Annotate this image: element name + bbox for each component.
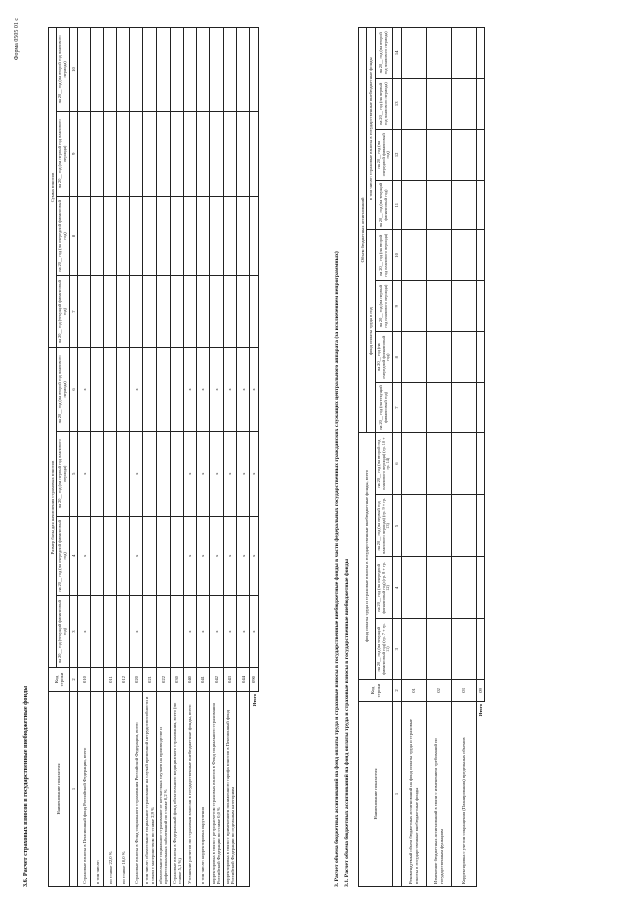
budget-total-code: 09 bbox=[476, 680, 484, 702]
row-cell: х bbox=[78, 516, 91, 596]
budget-row-cell bbox=[451, 78, 476, 129]
budget-group-left: фонд оплаты труда и страховые взносы в государственные внебюджетные фонды, всего bbox=[359, 432, 376, 679]
row-name: Страховые взносы в Федеральный фонд обязательного медицинского страхования, всего (по ставке 5,1 %) bbox=[170, 692, 184, 887]
budget-group-right: Объем бюджетных ассигнований bbox=[359, 28, 367, 433]
budget-column-number: 8 bbox=[393, 332, 401, 383]
row-cell bbox=[157, 596, 171, 668]
row-cell: х bbox=[130, 431, 143, 516]
row-name: Страховые взносы в Пенсионный фонд Российской Федерации, всего bbox=[78, 692, 91, 887]
row-cell bbox=[104, 28, 117, 112]
row-cell: х bbox=[184, 516, 197, 596]
budget-total-cell bbox=[476, 28, 484, 79]
total-cell: х bbox=[250, 431, 258, 516]
budget-total-cell bbox=[476, 78, 484, 129]
budget-row-cell bbox=[401, 495, 426, 557]
left-col-1: на 20__ год (на текущий финансовый год) (гр. 7 + гр. 11) bbox=[375, 619, 393, 680]
column-numbers-row bbox=[70, 28, 78, 887]
row-cell bbox=[184, 276, 197, 348]
total-cell bbox=[250, 28, 258, 112]
row-cell bbox=[184, 28, 197, 112]
base-period-1: на 20__ год (текущий финансовый год) bbox=[57, 596, 70, 668]
base-period-2: на 20__ год (на очередной финансовый год) bbox=[57, 516, 70, 596]
budget-column-number: 14 bbox=[393, 28, 401, 79]
budget-column-number: 4 bbox=[393, 557, 401, 619]
row-cell bbox=[223, 111, 237, 196]
col-header-base: Размер базы для начисления страховых взносов bbox=[49, 348, 57, 668]
row-cell bbox=[117, 516, 130, 596]
budget-column-number: 5 bbox=[393, 495, 401, 557]
row-name: в том числе: корректировка округления bbox=[197, 692, 210, 887]
budget-row-cell bbox=[401, 557, 426, 619]
budget-row-cell bbox=[426, 28, 451, 79]
table-row bbox=[117, 28, 130, 887]
row-cell: х bbox=[197, 431, 210, 516]
row-cell bbox=[104, 111, 117, 196]
budget-row-cell bbox=[451, 129, 476, 180]
row-cell bbox=[117, 276, 130, 348]
row-cell: х bbox=[78, 431, 91, 516]
row-cell bbox=[104, 196, 117, 276]
column-number: 7 bbox=[70, 276, 78, 348]
budget-group-ins: в том числе: страховые взносы в государственные внебюджетные фонды bbox=[367, 28, 375, 231]
base-period-4: на 20__ год (на второй год планового периода) bbox=[57, 348, 70, 432]
row-cell bbox=[78, 111, 91, 196]
budget-total-row bbox=[476, 28, 484, 887]
fot-col-4: на 20__ год (на второй год планового периода) bbox=[375, 230, 393, 281]
budget-row-cell bbox=[426, 78, 451, 129]
row-cell bbox=[210, 276, 224, 348]
column-number: 4 bbox=[70, 516, 78, 596]
table-row bbox=[130, 28, 143, 887]
row-name bbox=[237, 692, 250, 887]
row-name: обязательное социальное страхование от несчастных случаев на производстве и профессиональных заболеваний по ставке 0,2 % bbox=[157, 692, 171, 887]
budget-row-cell bbox=[426, 383, 451, 433]
sum-period-1: на 20__ год (текущий финансовый год) bbox=[57, 276, 70, 348]
row-cell bbox=[143, 28, 157, 112]
budget-row-cell bbox=[451, 180, 476, 230]
row-cell bbox=[78, 276, 91, 348]
budget-row-name: Корректировка с учетом сокращения (Планирования) предельных объемов bbox=[451, 702, 476, 887]
table-row bbox=[210, 28, 224, 887]
row-cell bbox=[210, 196, 224, 276]
row-cell bbox=[157, 276, 171, 348]
budget-row-cell bbox=[401, 332, 426, 383]
budget-row-cell bbox=[401, 180, 426, 230]
budget-row-cell bbox=[451, 495, 476, 557]
row-cell bbox=[117, 596, 130, 668]
row-cell bbox=[157, 111, 171, 196]
row-cell bbox=[197, 196, 210, 276]
sum-period-4: на 20__ год (на второй год планового периода) bbox=[57, 28, 70, 112]
col-header-name: Наименование показателя bbox=[49, 692, 70, 887]
row-cell bbox=[130, 276, 143, 348]
budget-total-cell bbox=[476, 557, 484, 619]
column-number: 6 bbox=[70, 348, 78, 432]
row-cell bbox=[91, 276, 104, 348]
budget-total-cell bbox=[476, 332, 484, 383]
budget-column-numbers-row bbox=[393, 28, 401, 887]
budget-row-cell bbox=[451, 619, 476, 680]
row-cell bbox=[130, 111, 143, 196]
row-cell bbox=[117, 431, 130, 516]
row-name: Уточнение расчетов по страховым взносам в государственные внебюджетные фонды, всего bbox=[184, 692, 197, 887]
form-id: Форма 0505 01 с bbox=[14, 18, 20, 61]
budget-row-cell bbox=[401, 619, 426, 680]
ins-col-1: на 20__ год (на текущий финансовый год) bbox=[375, 180, 393, 230]
row-cell bbox=[223, 276, 237, 348]
row-cell bbox=[223, 196, 237, 276]
budget-total-cell bbox=[476, 432, 484, 494]
budget-row-cell bbox=[451, 383, 476, 433]
row-cell bbox=[170, 348, 184, 432]
row-cell bbox=[117, 196, 130, 276]
row-code: 040 bbox=[184, 668, 197, 692]
row-cell bbox=[104, 348, 117, 432]
row-cell bbox=[143, 196, 157, 276]
table-row bbox=[143, 28, 157, 887]
row-code: 012 bbox=[117, 668, 130, 692]
row-cell bbox=[237, 196, 250, 276]
left-col-4: на 20__ год (на второй год планового периода) (гр. 10 + гр. 14) bbox=[375, 432, 393, 494]
table-row bbox=[184, 28, 197, 887]
table-row bbox=[223, 28, 237, 887]
row-cell bbox=[210, 28, 224, 112]
base-period-3: на 20__ год (на первый год планового периода) bbox=[57, 431, 70, 516]
col-header-code: Код строки bbox=[49, 668, 70, 692]
fot-col-3: на 20__ год (на первый год планового периода) bbox=[375, 281, 393, 332]
row-cell: х bbox=[130, 596, 143, 668]
row-cell bbox=[184, 111, 197, 196]
ins-col-3: на 20__ год (на первый год планового периода) bbox=[375, 78, 393, 129]
budget-row-cell bbox=[426, 619, 451, 680]
total-cell: х bbox=[250, 596, 258, 668]
budget-total-cell bbox=[476, 129, 484, 180]
row-cell bbox=[223, 28, 237, 112]
row-cell: х bbox=[197, 516, 210, 596]
budget-row bbox=[401, 28, 426, 887]
table-row bbox=[104, 28, 117, 887]
budget-column-number: 3 bbox=[393, 619, 401, 680]
budget-total-cell bbox=[476, 619, 484, 680]
row-cell bbox=[143, 431, 157, 516]
row-name: в том числе: обязательное социальное страхование на случай временной нетрудоспособности и в связи с материнством по ставке 2,9 % bbox=[143, 692, 157, 887]
left-col-2: на 20__ год (на очередной финансовый год) (гр. 8 + гр. 12) bbox=[375, 557, 393, 619]
col-header-sums: Сумма взносов bbox=[49, 28, 57, 348]
budget-group-fot: фонд оплаты труда в год bbox=[367, 230, 375, 432]
row-name: корректировка в связи с применением пониженного тарифа взносов в Пенсионный фонд Российской Федерации по отдельным категориям bbox=[223, 692, 237, 887]
row-cell: х bbox=[197, 596, 210, 668]
row-cell: х bbox=[237, 348, 250, 432]
row-cell: х bbox=[223, 431, 237, 516]
budget-row-cell bbox=[451, 28, 476, 79]
budget-row bbox=[451, 28, 476, 887]
column-number: 5 bbox=[70, 431, 78, 516]
budget-total-label: Итого bbox=[477, 704, 483, 717]
budget-row-cell bbox=[401, 129, 426, 180]
row-cell bbox=[197, 276, 210, 348]
row-code: 022 bbox=[157, 668, 171, 692]
row-cell: х bbox=[223, 596, 237, 668]
ins-col-4: на 20__ год (на второй год планового периода) bbox=[375, 28, 393, 79]
budget-column-number: 13 bbox=[393, 78, 401, 129]
row-cell bbox=[78, 196, 91, 276]
total-cell bbox=[250, 196, 258, 276]
row-code: 010 bbox=[78, 668, 91, 692]
budget-header-name: Наименование показателя bbox=[359, 702, 393, 887]
row-cell: х bbox=[210, 348, 224, 432]
row-cell bbox=[157, 516, 171, 596]
row-cell bbox=[78, 28, 91, 112]
budget-row-cell bbox=[401, 432, 426, 494]
table-row bbox=[197, 28, 210, 887]
row-cell: х bbox=[210, 516, 224, 596]
budget-row-cell bbox=[426, 432, 451, 494]
row-cell bbox=[237, 111, 250, 196]
budget-column-number: 11 bbox=[393, 180, 401, 230]
budget-row-code: 01 bbox=[401, 680, 426, 702]
row-cell: х bbox=[237, 431, 250, 516]
row-cell: х bbox=[130, 348, 143, 432]
row-cell: х bbox=[210, 596, 224, 668]
budget-row-cell bbox=[426, 129, 451, 180]
section-31-title: 3.1. Расчет объема бюджетных ассигнований на фонд оплаты труда и страховые взносы в государственные внебюджетные фонды bbox=[344, 559, 350, 887]
budget-total-cell bbox=[476, 230, 484, 281]
table-row bbox=[91, 28, 104, 887]
row-code: 042 bbox=[210, 668, 224, 692]
row-cell bbox=[104, 276, 117, 348]
column-number: 3 bbox=[70, 596, 78, 668]
row-cell: х bbox=[210, 431, 224, 516]
column-number: 1 bbox=[70, 692, 78, 887]
row-cell bbox=[143, 596, 157, 668]
budget-row-cell bbox=[401, 78, 426, 129]
budget-column-number: 2 bbox=[393, 680, 401, 702]
fot-col-1: на 20__ год (на текущий финансовый год) bbox=[375, 383, 393, 433]
row-name: Страховые взносы в Фонд социального страхования Российской Федерации, всего bbox=[130, 692, 143, 887]
row-cell bbox=[170, 596, 184, 668]
row-cell bbox=[170, 431, 184, 516]
budget-total-cell bbox=[476, 180, 484, 230]
fot-col-2: на 20__ год (на очередной финансовый год) bbox=[375, 332, 393, 383]
budget-row-cell bbox=[426, 180, 451, 230]
insurance-table-body bbox=[78, 28, 250, 887]
section-36-title: 3.6. Расчет страховых взносов в государственные внебюджетные фонды bbox=[22, 685, 29, 887]
budget-total-cell bbox=[476, 383, 484, 433]
column-number: 10 bbox=[70, 28, 78, 112]
budget-row-cell bbox=[426, 332, 451, 383]
ins-col-2: на 20__ год (на очередной финансовый год) bbox=[375, 129, 393, 180]
insurance-table bbox=[48, 27, 259, 887]
row-cell bbox=[157, 196, 171, 276]
row-cell bbox=[104, 431, 117, 516]
table-row bbox=[237, 28, 250, 887]
sum-period-3: на 20__ год (на первый год планового периода) bbox=[57, 111, 70, 196]
budget-row-cell bbox=[426, 495, 451, 557]
row-name: по ставке 22,0 % bbox=[104, 692, 117, 887]
budget-row-cell bbox=[451, 557, 476, 619]
total-cell: х bbox=[250, 516, 258, 596]
row-cell: х bbox=[78, 348, 91, 432]
row-cell bbox=[104, 596, 117, 668]
budget-column-number: 10 bbox=[393, 230, 401, 281]
column-number: 9 bbox=[70, 111, 78, 196]
budget-row-cell bbox=[451, 432, 476, 494]
row-cell bbox=[91, 28, 104, 112]
row-cell: х bbox=[223, 516, 237, 596]
row-cell bbox=[170, 111, 184, 196]
row-cell bbox=[130, 196, 143, 276]
row-cell bbox=[170, 516, 184, 596]
row-cell bbox=[157, 348, 171, 432]
budget-row-cell bbox=[401, 28, 426, 79]
row-cell bbox=[184, 196, 197, 276]
row-code bbox=[91, 668, 104, 692]
row-code: 043 bbox=[223, 668, 237, 692]
row-cell: х bbox=[223, 348, 237, 432]
row-cell bbox=[130, 28, 143, 112]
row-cell bbox=[143, 111, 157, 196]
row-code: 020 bbox=[130, 668, 143, 692]
budget-header-code: Код строки bbox=[359, 680, 393, 702]
row-cell: х bbox=[130, 516, 143, 596]
row-code: 021 bbox=[143, 668, 157, 692]
row-cell: х bbox=[184, 348, 197, 432]
budget-row-cell bbox=[451, 332, 476, 383]
budget-row bbox=[426, 28, 451, 887]
row-cell bbox=[117, 348, 130, 432]
row-cell bbox=[91, 111, 104, 196]
total-cell bbox=[250, 111, 258, 196]
budget-total-cell bbox=[476, 495, 484, 557]
column-number: 8 bbox=[70, 196, 78, 276]
row-cell bbox=[91, 596, 104, 668]
row-cell bbox=[157, 431, 171, 516]
budget-row-cell bbox=[401, 281, 426, 332]
row-cell bbox=[170, 28, 184, 112]
budget-column-number: 1 bbox=[393, 702, 401, 887]
budget-row-code: 02 bbox=[426, 680, 451, 702]
total-cell bbox=[250, 276, 258, 348]
budget-row-cell bbox=[426, 230, 451, 281]
budget-row-name: Рекомендуемый объем бюджетных ассигнований на фонд оплаты труда и страховые взносы в государственные внебюджетные фонды bbox=[401, 702, 426, 887]
table-row bbox=[157, 28, 171, 887]
budget-table bbox=[358, 27, 485, 887]
row-cell bbox=[117, 111, 130, 196]
row-name: в том числе: bbox=[91, 692, 104, 887]
budget-row-cell bbox=[401, 230, 426, 281]
sum-period-2: на 20__ год (на очередной финансовый год) bbox=[57, 196, 70, 276]
row-cell: х bbox=[197, 348, 210, 432]
row-cell bbox=[170, 276, 184, 348]
row-cell bbox=[104, 516, 117, 596]
section-3-title: 3. Расчет объема бюджетных ассигнований на фонд оплаты труда и страховые взносы в государственные внебюджетные фонды в части федеральных государственных гражданских служащих центрального аппарата (за исключением непрограммных) bbox=[334, 251, 340, 887]
row-cell bbox=[210, 111, 224, 196]
row-code: 030 bbox=[170, 668, 184, 692]
budget-total-cell bbox=[476, 281, 484, 332]
row-cell: х bbox=[78, 596, 91, 668]
row-cell bbox=[157, 28, 171, 112]
row-cell bbox=[197, 28, 210, 112]
row-cell bbox=[117, 28, 130, 112]
left-col-3: на 20__ год (на первый год планового периода) (гр. 9 + гр. 13) bbox=[375, 495, 393, 557]
row-cell bbox=[170, 196, 184, 276]
table-row bbox=[78, 28, 91, 887]
total-code: 090 bbox=[250, 668, 258, 692]
row-name: корректировка в связи с ретрорасчетом страховых взносов в Фонд социального страхования Российской Федерации по ставке 0,0 % bbox=[210, 692, 224, 887]
total-row bbox=[250, 28, 258, 887]
row-cell: х bbox=[184, 596, 197, 668]
row-cell bbox=[237, 276, 250, 348]
budget-column-number: 12 bbox=[393, 129, 401, 180]
row-cell bbox=[237, 28, 250, 112]
budget-column-number: 7 bbox=[393, 383, 401, 433]
row-cell bbox=[91, 348, 104, 432]
row-cell bbox=[91, 516, 104, 596]
row-cell bbox=[197, 111, 210, 196]
budget-row-cell bbox=[426, 557, 451, 619]
row-code: 011 bbox=[104, 668, 117, 692]
row-cell bbox=[91, 431, 104, 516]
row-cell: х bbox=[237, 596, 250, 668]
budget-row-cell bbox=[451, 230, 476, 281]
row-cell: х bbox=[237, 516, 250, 596]
budget-column-number: 6 bbox=[393, 432, 401, 494]
budget-row-cell bbox=[451, 281, 476, 332]
total-cell: х bbox=[250, 348, 258, 432]
total-label: Итого bbox=[251, 694, 257, 707]
row-cell bbox=[143, 276, 157, 348]
row-name: по ставке 10,0 % bbox=[117, 692, 130, 887]
budget-row-cell bbox=[426, 281, 451, 332]
row-cell bbox=[91, 196, 104, 276]
row-cell bbox=[143, 348, 157, 432]
row-cell bbox=[143, 516, 157, 596]
budget-table-body bbox=[401, 28, 476, 887]
row-cell: х bbox=[184, 431, 197, 516]
budget-row-code: 03 bbox=[451, 680, 476, 702]
row-code: 041 bbox=[197, 668, 210, 692]
row-code: 044 bbox=[237, 668, 250, 692]
budget-row-name: Изменение бюджетных ассигнований в связи с изменением требований по государственным функциям bbox=[426, 702, 451, 887]
column-number: 2 bbox=[70, 668, 78, 692]
table-row bbox=[170, 28, 184, 887]
budget-row-cell bbox=[401, 383, 426, 433]
budget-column-number: 9 bbox=[393, 281, 401, 332]
